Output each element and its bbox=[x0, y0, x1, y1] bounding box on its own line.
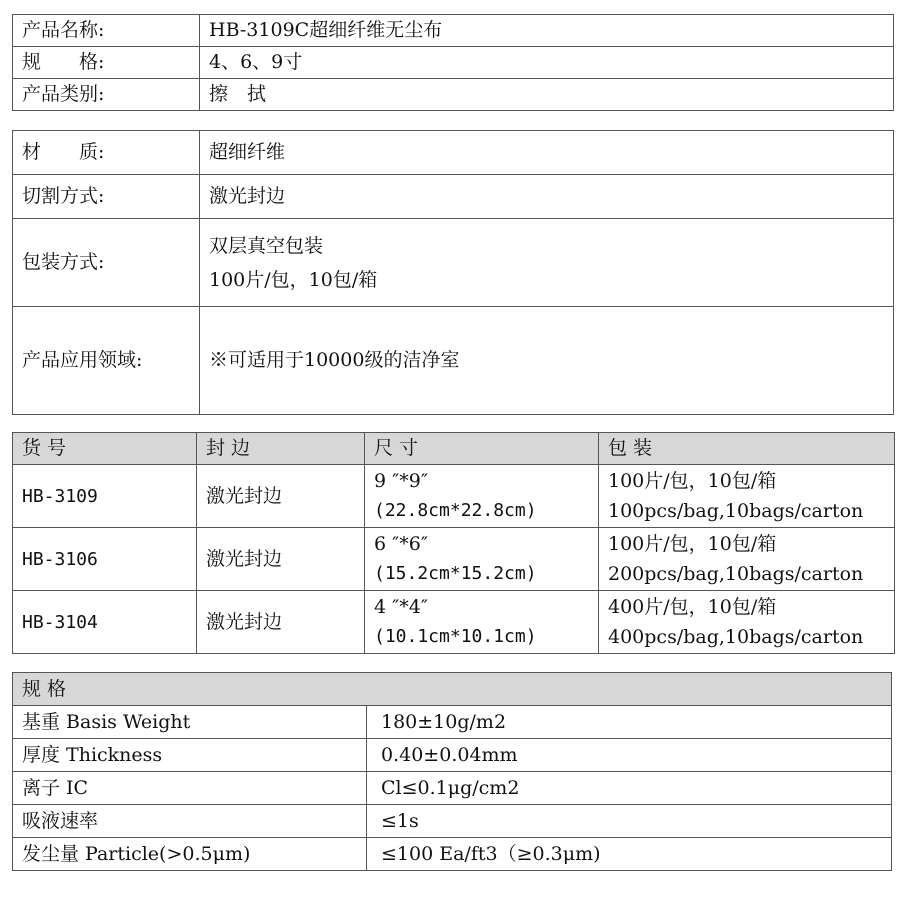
spec-label: 产品应用领域: bbox=[13, 307, 200, 415]
spec-row bbox=[13, 131, 894, 175]
size-line: (10.1cm*10.1cm) bbox=[374, 626, 537, 647]
spec-measure: 180±10g/m2 bbox=[367, 706, 892, 739]
edge-type: 激光封边 bbox=[197, 465, 365, 528]
product-code: HB-3104 bbox=[13, 591, 197, 654]
spec-measure: ≤100 Ea/ft3（≥0.3μm) bbox=[367, 838, 892, 871]
spec-value bbox=[200, 219, 894, 307]
info-value: 4、6、9寸 bbox=[200, 47, 894, 79]
spec-name: 发尘量 Particle(>0.5μm) bbox=[13, 838, 367, 871]
products-table bbox=[12, 432, 895, 654]
spec-measure: 0.40±0.04mm bbox=[367, 739, 892, 772]
table-row bbox=[13, 739, 892, 772]
spec-value-line: ※可适用于10000级的洁净室 bbox=[209, 349, 460, 371]
spec-value bbox=[200, 175, 894, 219]
pack-line: 400片/包，10包/箱 bbox=[608, 596, 777, 618]
spec-row bbox=[13, 307, 894, 415]
table-row bbox=[13, 772, 892, 805]
table-header-row bbox=[13, 673, 892, 706]
spec-value-line: 100片/包，10包/箱 bbox=[209, 268, 378, 291]
spec-value-line: 超细纤维 bbox=[209, 141, 286, 163]
spec-row bbox=[13, 219, 894, 307]
size-line: 6 ″*6″ bbox=[374, 533, 428, 555]
product-size bbox=[365, 528, 599, 591]
size-line: (22.8cm*22.8cm) bbox=[374, 500, 537, 521]
spec-name: 离子 IC bbox=[13, 772, 367, 805]
spec-value-line: 双层真空包装 bbox=[209, 234, 324, 257]
column-header: 封 边 bbox=[197, 433, 365, 465]
product-info-table bbox=[12, 14, 894, 111]
product-code: HB-3109 bbox=[13, 465, 197, 528]
size-line: 9 ″*9″ bbox=[374, 470, 428, 492]
spec-label: 包装方式: bbox=[13, 219, 200, 307]
pack-line: 100pcs/bag,10bags/carton bbox=[608, 500, 864, 522]
spec-detail-table bbox=[12, 130, 894, 415]
table-row bbox=[13, 805, 892, 838]
spec-label: 切割方式: bbox=[13, 175, 200, 219]
table-header-row bbox=[13, 433, 895, 465]
spec-measure: Cl≤0.1μg/cm2 bbox=[367, 772, 892, 805]
pack-line: 400pcs/bag,10bags/carton bbox=[608, 626, 864, 648]
specifications-table bbox=[12, 672, 892, 871]
pack-line: 200pcs/bag,10bags/carton bbox=[608, 563, 864, 585]
spec-label: 材 质: bbox=[13, 131, 200, 175]
spec-value bbox=[200, 307, 894, 415]
edge-type: 激光封边 bbox=[197, 528, 365, 591]
pack-line: 100片/包，10包/箱 bbox=[608, 533, 777, 555]
info-value: HB-3109C超细纤维无尘布 bbox=[200, 15, 894, 47]
specifications-header: 规 格 bbox=[13, 673, 892, 706]
info-row bbox=[13, 47, 894, 79]
spec-name: 吸液速率 bbox=[13, 805, 367, 838]
table-row bbox=[13, 465, 895, 528]
product-code: HB-3106 bbox=[13, 528, 197, 591]
column-header: 包 装 bbox=[599, 433, 895, 465]
table-row bbox=[13, 591, 895, 654]
table-row bbox=[13, 838, 892, 871]
product-size bbox=[365, 465, 599, 528]
packaging bbox=[599, 591, 895, 654]
size-line: (15.2cm*15.2cm) bbox=[374, 563, 537, 584]
info-value: 擦 拭 bbox=[200, 79, 894, 111]
product-size bbox=[365, 591, 599, 654]
size-line: 4 ″*4″ bbox=[374, 596, 428, 618]
spec-name: 厚度 Thickness bbox=[13, 739, 367, 772]
info-label: 产品名称: bbox=[13, 15, 200, 47]
spec-value bbox=[200, 131, 894, 175]
info-label: 规 格: bbox=[13, 47, 200, 79]
edge-type: 激光封边 bbox=[197, 591, 365, 654]
packaging bbox=[599, 465, 895, 528]
spec-value-line: 激光封边 bbox=[209, 185, 286, 207]
info-row bbox=[13, 79, 894, 111]
packaging bbox=[599, 528, 895, 591]
spec-name: 基重 Basis Weight bbox=[13, 706, 367, 739]
spec-row bbox=[13, 175, 894, 219]
table-row bbox=[13, 706, 892, 739]
column-header: 货 号 bbox=[13, 433, 197, 465]
info-row bbox=[13, 15, 894, 47]
info-label: 产品类别: bbox=[13, 79, 200, 111]
pack-line: 100片/包，10包/箱 bbox=[608, 470, 777, 492]
spec-measure: ≤1s bbox=[367, 805, 892, 838]
table-row bbox=[13, 528, 895, 591]
column-header: 尺 寸 bbox=[365, 433, 599, 465]
